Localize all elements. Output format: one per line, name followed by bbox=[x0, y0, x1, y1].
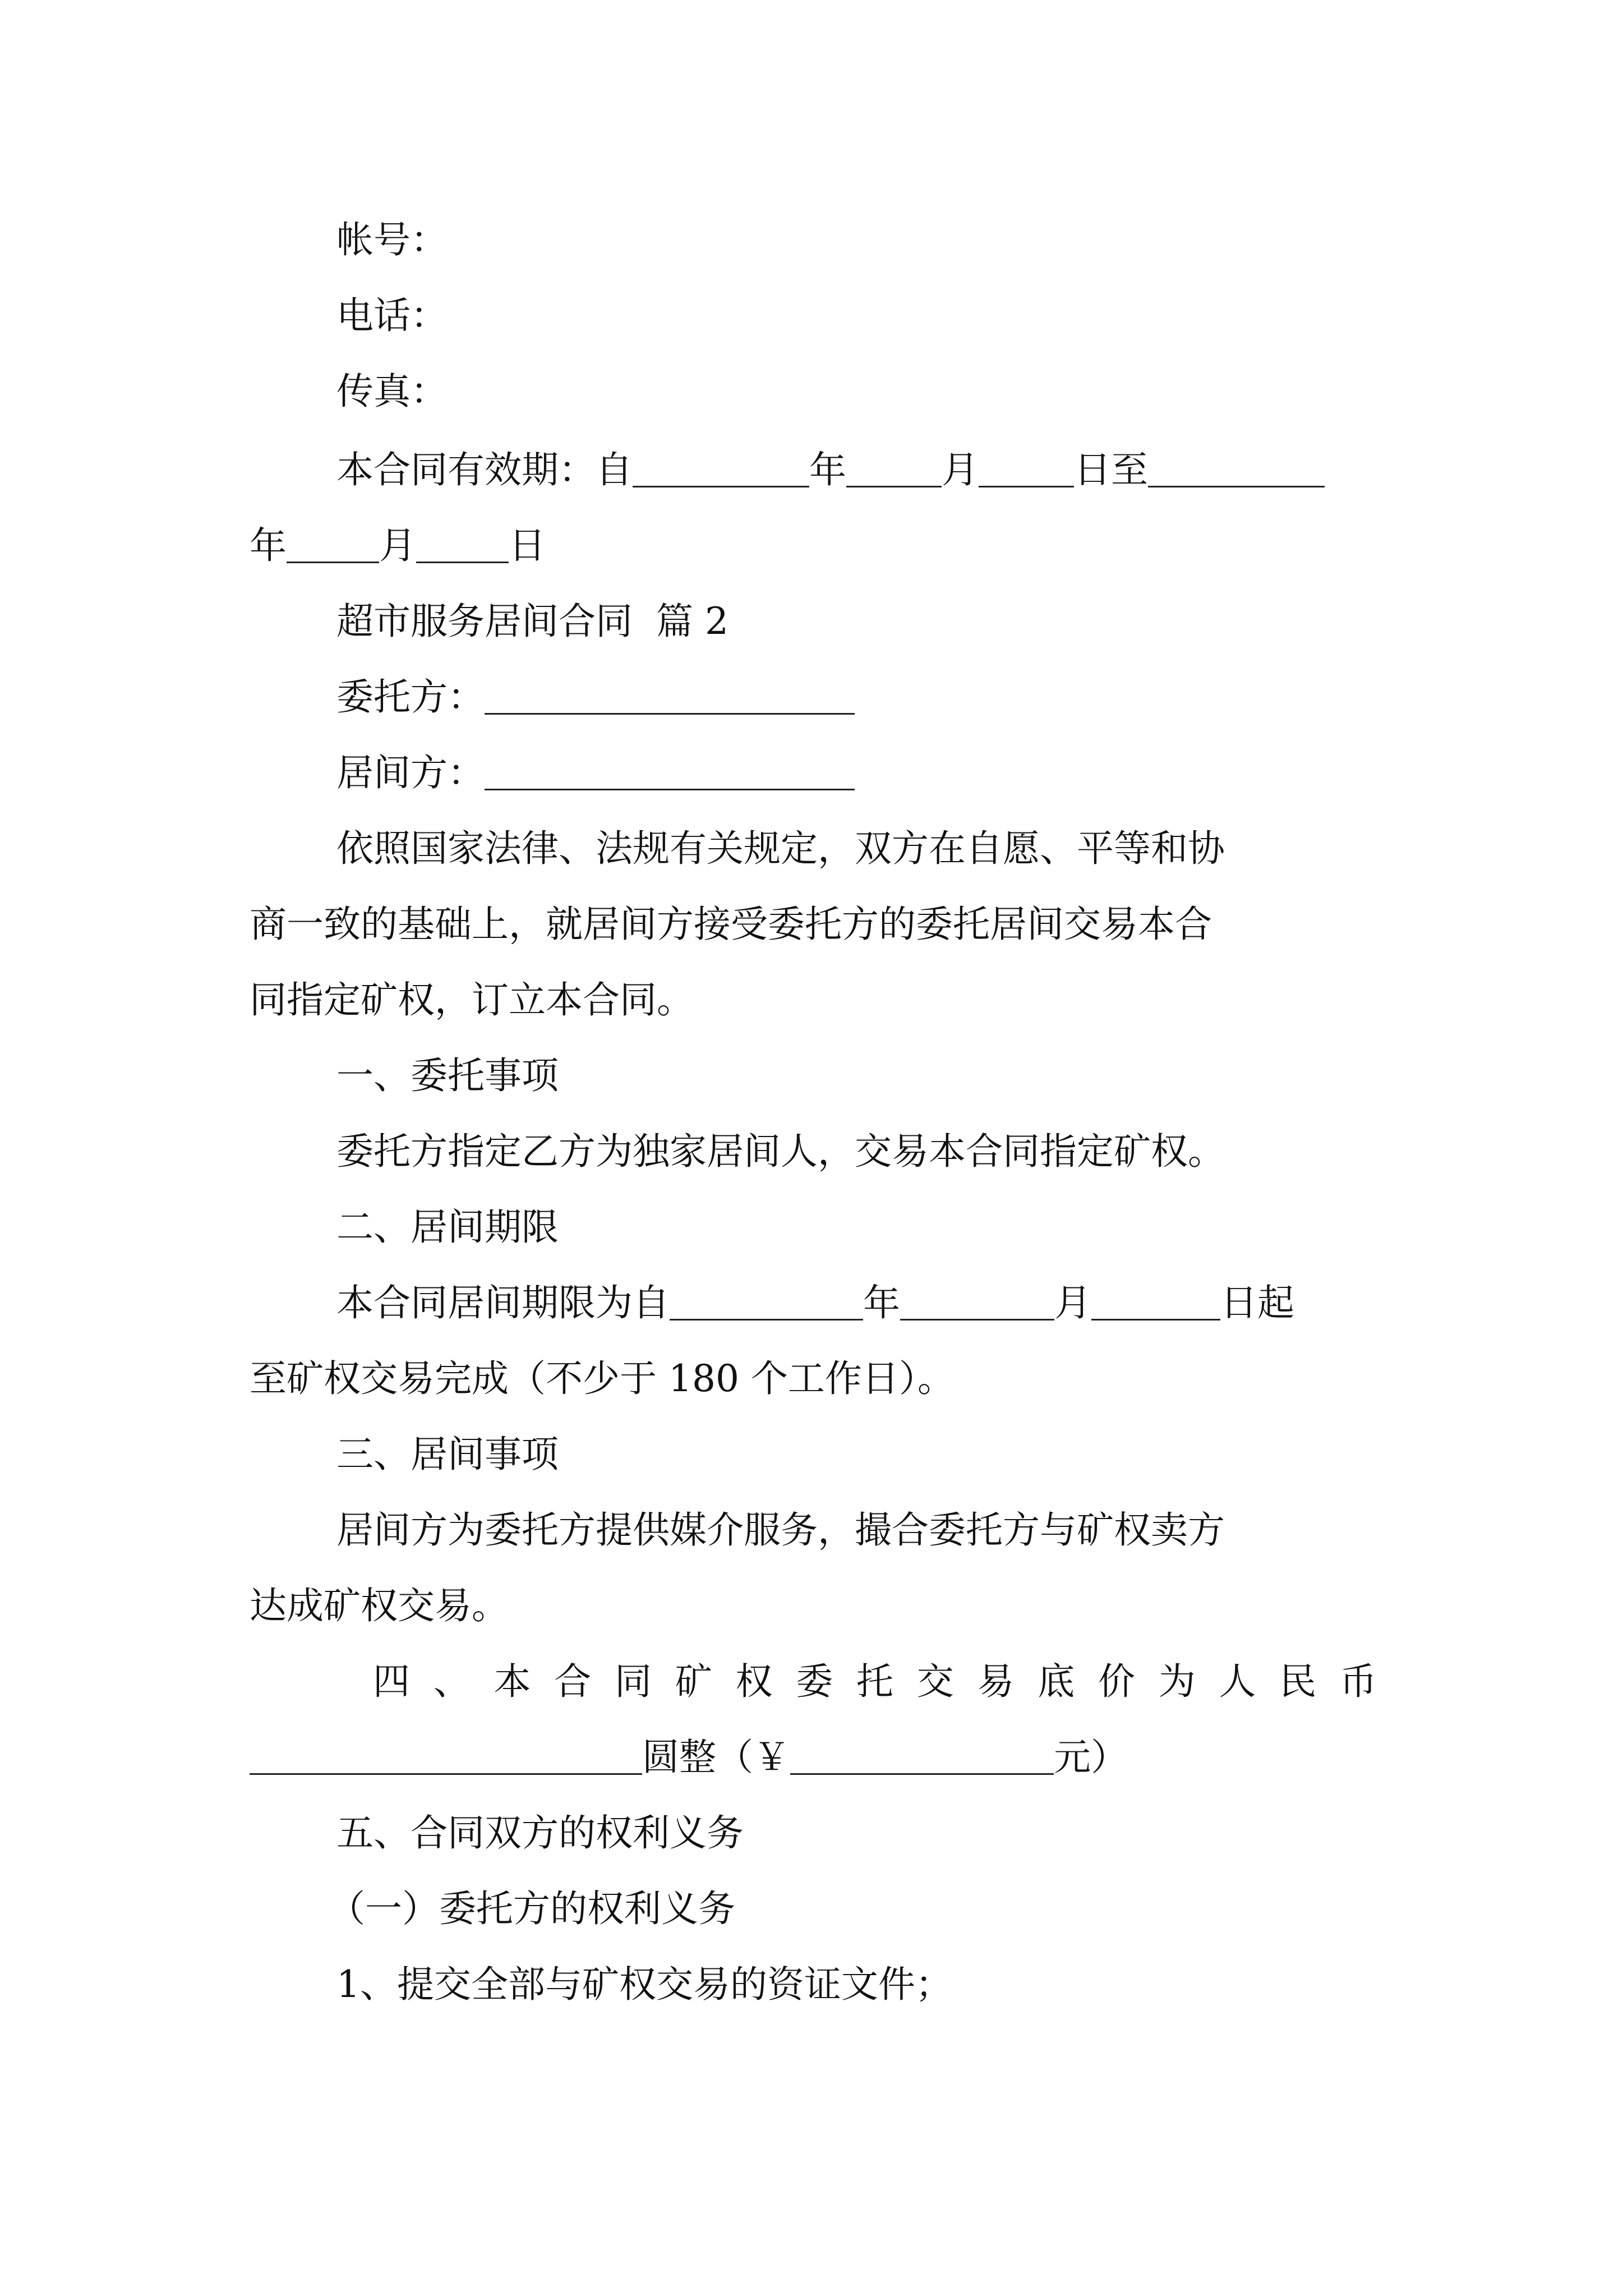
validity-end-year-label: 年 bbox=[250, 524, 287, 567]
item3-title bbox=[336, 1433, 559, 1476]
amount-number-blank bbox=[790, 1773, 1054, 1775]
item4-char: 交 bbox=[916, 1660, 954, 1703]
item2-text-2: 至矿权交易完成（不少于 180 个工作日）。 bbox=[250, 1357, 955, 1400]
item4-char: 委 bbox=[796, 1660, 833, 1703]
item2-title-text: 二、居间期限 bbox=[336, 1205, 559, 1249]
validity-day-blank bbox=[979, 486, 1074, 487]
item5-point1-text: 1、提交全部与矿权交易的资证文件； bbox=[336, 1963, 952, 2006]
item4-char: 民 bbox=[1279, 1660, 1317, 1703]
item4-line-2 bbox=[250, 1736, 1128, 1779]
item1-title bbox=[336, 1054, 559, 1097]
amount-words-label: 圆整（￥ bbox=[642, 1736, 790, 1779]
item2-day-label: 日起 bbox=[1220, 1281, 1294, 1324]
intro-text-2: 商一致的基础上，就居间方接受委托方的委托居间交易本合 bbox=[250, 903, 1212, 946]
item2-year-label: 年 bbox=[863, 1281, 900, 1324]
item4-char: 币 bbox=[1340, 1660, 1377, 1703]
item5-title bbox=[336, 1811, 744, 1855]
broker-line bbox=[336, 751, 855, 794]
item2-day-blank bbox=[1091, 1319, 1220, 1320]
item1-body: 委托方指定乙方为独家居间人，交易本合同指定矿权。 bbox=[336, 1130, 1225, 1173]
item5-point1 bbox=[336, 1963, 952, 2006]
item4-char: 底 bbox=[1038, 1660, 1075, 1703]
item4-char: 、 bbox=[433, 1660, 471, 1703]
validity-line-1 bbox=[336, 448, 1325, 491]
intro-line-1 bbox=[336, 827, 1225, 870]
item4-char: 合 bbox=[554, 1660, 592, 1703]
item4-line-1 bbox=[373, 1660, 1377, 1703]
item4-char: 本 bbox=[494, 1660, 531, 1703]
validity-end-month-label: 月 bbox=[379, 524, 416, 567]
intro-line-2 bbox=[250, 903, 1212, 946]
section-title-text: 超市服务居间合同 篇 2 bbox=[336, 600, 728, 643]
broker-label: 居间方： bbox=[336, 751, 485, 794]
validity-prefix: 本合同有效期：自 bbox=[336, 448, 633, 491]
item5-sub1 bbox=[328, 1887, 735, 1930]
item4-char: 四 bbox=[373, 1660, 410, 1703]
item2-month-label: 月 bbox=[1054, 1281, 1091, 1324]
item4-char: 同 bbox=[615, 1660, 652, 1703]
item3-text-2: 达成矿权交易。 bbox=[250, 1584, 509, 1627]
account-line bbox=[336, 218, 448, 261]
item2-year-blank bbox=[670, 1319, 863, 1320]
item4-char: 矿 bbox=[675, 1660, 712, 1703]
item2-month-blank bbox=[900, 1319, 1054, 1320]
client-blank bbox=[485, 713, 855, 715]
intro-text-3: 同指定矿权，订立本合同。 bbox=[250, 978, 694, 1022]
fax-line bbox=[336, 370, 448, 413]
item4-char: 易 bbox=[977, 1660, 1015, 1703]
item2-line-1 bbox=[336, 1281, 1294, 1324]
item5-title-text: 五、合同双方的权利义务 bbox=[336, 1811, 744, 1855]
validity-month-label: 月 bbox=[942, 448, 979, 491]
intro-line-3 bbox=[250, 978, 694, 1022]
item1-text bbox=[336, 1130, 1225, 1173]
item4-char: 人 bbox=[1219, 1660, 1256, 1703]
broker-blank bbox=[485, 789, 855, 790]
item3-line-1 bbox=[336, 1508, 1225, 1552]
client-line bbox=[336, 675, 855, 719]
validity-end-day-blank bbox=[416, 562, 509, 563]
phone-line bbox=[336, 294, 448, 337]
account-label: 帐号： bbox=[336, 218, 448, 261]
item1-title-text: 一、委托事项 bbox=[336, 1054, 559, 1097]
item5-sub1-text: （一）委托方的权利义务 bbox=[328, 1887, 735, 1930]
item3-text-1: 居间方为委托方提供媒介服务，撮合委托方与矿权卖方 bbox=[336, 1508, 1225, 1552]
validity-year-blank bbox=[633, 486, 809, 487]
validity-year-label: 年 bbox=[809, 448, 846, 491]
item4-char: 托 bbox=[856, 1660, 893, 1703]
item3-title-text: 三、居间事项 bbox=[336, 1433, 559, 1476]
validity-line-2 bbox=[250, 524, 546, 567]
intro-text-1: 依照国家法律、法规有关规定，双方在自愿、平等和协 bbox=[336, 827, 1225, 870]
client-label: 委托方： bbox=[336, 675, 485, 719]
validity-day-to-label: 日至 bbox=[1074, 448, 1148, 491]
phone-label: 电话： bbox=[336, 294, 448, 337]
item2-title bbox=[336, 1205, 559, 1249]
item3-line-2 bbox=[250, 1584, 509, 1627]
amount-words-blank bbox=[250, 1773, 642, 1775]
fax-label: 传真： bbox=[336, 370, 448, 413]
validity-end-day-label: 日 bbox=[509, 524, 546, 567]
validity-end-year-blank bbox=[1148, 486, 1325, 487]
item2-line-2 bbox=[250, 1357, 955, 1400]
validity-month-blank bbox=[846, 486, 942, 487]
item4-char: 价 bbox=[1098, 1660, 1135, 1703]
item4-char: 为 bbox=[1158, 1660, 1196, 1703]
item2-prefix: 本合同居间期限为自 bbox=[336, 1281, 670, 1324]
amount-unit-label: 元） bbox=[1054, 1736, 1128, 1779]
section-title bbox=[336, 600, 728, 643]
validity-end-month-blank bbox=[287, 562, 379, 563]
item4-char: 权 bbox=[735, 1660, 773, 1703]
